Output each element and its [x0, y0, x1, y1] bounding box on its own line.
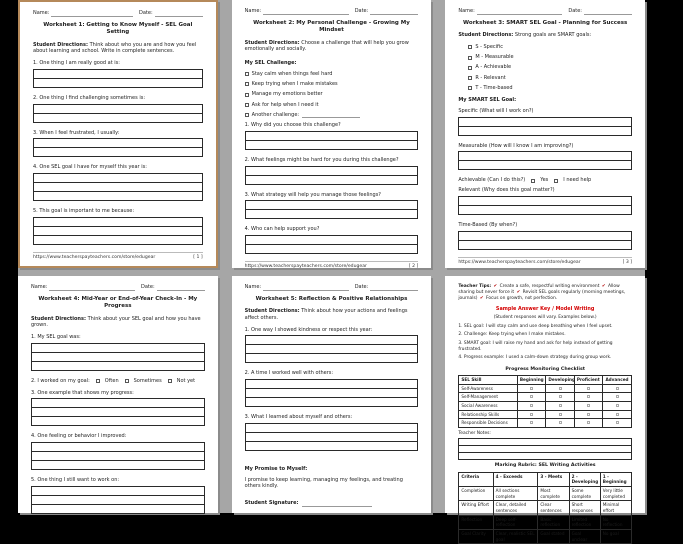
- answer-box[interactable]: [31, 486, 205, 514]
- name-date-row: [245, 8, 419, 15]
- answer-box[interactable]: [33, 138, 203, 157]
- field-label: Relevant (Why does this goal matter?): [458, 187, 555, 194]
- checkbox-icon[interactable]: [468, 86, 472, 90]
- smart-goal-heading: My SMART SEL Goal:: [458, 97, 517, 104]
- checkbox-icon[interactable]: [245, 82, 249, 86]
- rubric-cell: Minimal effort: [600, 501, 631, 515]
- question-3: [33, 130, 203, 158]
- checkbox-icon[interactable]: [559, 421, 562, 424]
- student-directions: [458, 32, 632, 39]
- question-4: [245, 226, 419, 254]
- checkbox-icon[interactable]: [468, 76, 472, 80]
- skill-label: Social Awareness: [459, 402, 518, 411]
- page-title: Worksheet 5: Reflection & Positive Relationships: [255, 295, 408, 302]
- question-label: 3. One example that shows my progress:: [31, 389, 134, 396]
- skill-label: Self-Awareness: [459, 384, 518, 393]
- rubric-cell: Completion: [459, 486, 493, 500]
- field-label: Time-Based (By when?): [458, 221, 518, 228]
- question-4: [33, 164, 203, 201]
- signature-line[interactable]: [302, 501, 372, 507]
- checklist-header: Proficient: [574, 376, 603, 385]
- challenge-option-label: Stay calm when things feel hard: [251, 70, 333, 77]
- tip-text: Allow sharing but never force it: [458, 284, 620, 296]
- example-answer: 2. Challenge: Keep trying when I make mistakes.: [458, 332, 566, 338]
- field-achievable: [458, 177, 632, 184]
- directions-label: Student Directions:: [244, 308, 300, 315]
- checkbox-icon[interactable]: [616, 404, 619, 407]
- challenge-heading: My SEL Challenge:: [244, 60, 297, 67]
- answer-box[interactable]: [31, 343, 205, 371]
- example-answer: 4. Progress example: I used a calm-down strategy during group work.: [458, 355, 612, 361]
- teacher-tips-label: Teacher Tips:: [458, 284, 492, 289]
- challenge-option-label: Ask for help when I need it: [251, 101, 319, 108]
- checkbox-icon[interactable]: [559, 395, 562, 398]
- rubric-header: 1 - Beginning: [600, 472, 631, 486]
- check-icon: ✔: [479, 296, 484, 302]
- challenge-option[interactable]: [245, 102, 419, 109]
- worksheet-4-page: [18, 276, 218, 513]
- skill-label: Relationship Skills: [459, 410, 518, 419]
- date-line[interactable]: [157, 285, 205, 291]
- challenge-option[interactable]: [245, 81, 419, 88]
- skill-label: Self-Management: [459, 393, 518, 402]
- answer-box[interactable]: [245, 200, 419, 219]
- question-label: 5. One thing I still want to work on:: [31, 477, 120, 484]
- name-label: Name:: [244, 8, 262, 14]
- rubric-cell: Some complete: [569, 486, 600, 500]
- write-in-line[interactable]: [302, 113, 360, 118]
- date-line[interactable]: [584, 9, 632, 15]
- date-line[interactable]: [370, 9, 418, 15]
- rubric-row: [459, 515, 632, 529]
- teacher-notes-box[interactable]: [458, 438, 632, 460]
- checkbox-icon[interactable]: [468, 45, 472, 49]
- directions-text: Choose a challenge that will help you grow emotionally and socially.: [244, 39, 409, 53]
- question-label: 4. Who can help support you?: [244, 226, 320, 233]
- page-title: Worksheet 4: Mid-Year or End-of-Year Check-In - My Progress: [38, 295, 198, 310]
- rubric-row: [459, 529, 632, 543]
- checkbox-icon[interactable]: [245, 113, 249, 117]
- name-label: Name:: [33, 10, 50, 16]
- tip-text: Create a safe, respectful writing environment: [499, 284, 600, 289]
- directions-text: Think about how your actions and feelings affect others.: [244, 308, 408, 321]
- name-line[interactable]: [263, 9, 349, 15]
- answer-box[interactable]: [458, 117, 632, 136]
- field-measurable: [458, 143, 632, 171]
- footer-url: https://www.teacherspayteachers.com/store/edugear: [458, 259, 581, 265]
- checklist-header: Beginning: [517, 376, 546, 385]
- smart-item[interactable]: [468, 64, 632, 71]
- page-title: Worksheet 3: SMART SEL Goal - Planning for Success: [463, 19, 628, 26]
- checklist-row: [459, 410, 632, 419]
- question-1: [31, 334, 205, 371]
- smart-item-label: A - Achievable: [475, 64, 512, 71]
- challenge-option[interactable]: [245, 91, 419, 98]
- rubric-row: [459, 486, 632, 500]
- question-label: 3. When I feel frustrated, I usually:: [33, 129, 120, 136]
- page-footer: [245, 261, 419, 270]
- date-line[interactable]: [370, 285, 418, 291]
- challenge-option[interactable]: [245, 71, 419, 78]
- rubric-cell: Clear, detailed sentences: [493, 501, 538, 515]
- option-label: Sometimes: [133, 377, 162, 384]
- question-4: [31, 433, 205, 470]
- rubric-cell: Clear sentences: [538, 501, 569, 515]
- option-label: Often: [104, 377, 119, 384]
- date-label: Date:: [568, 8, 582, 14]
- page-footer: [33, 252, 203, 261]
- name-line[interactable]: [263, 285, 349, 291]
- smart-item-label: T - Time-based: [475, 84, 513, 91]
- directions-label: Student Directions:: [31, 315, 86, 322]
- smart-item-label: R - Relevant: [475, 74, 506, 81]
- name-date-row: [458, 8, 632, 15]
- question-label: 2. What feelings might be hard for you during this challenge?: [244, 156, 399, 163]
- checkbox-icon[interactable]: [587, 404, 590, 407]
- checkbox-icon[interactable]: [468, 66, 472, 70]
- signature-label: Student Signature:: [244, 500, 299, 507]
- rubric-cell: No goal: [600, 529, 631, 543]
- question-3: [245, 192, 419, 220]
- worksheet-2-page: [232, 0, 432, 268]
- rubric-header: 3 - Meets: [538, 472, 569, 486]
- page-title: Worksheet 1: Getting to Know Myself - SEL Goal Setting: [43, 21, 193, 36]
- rubric-header: 4 - Exceeds: [493, 472, 538, 486]
- rubric-cell: No reflection: [600, 515, 631, 529]
- question-label: 3. What strategy will help you manage those feelings?: [244, 191, 381, 198]
- name-label: Name:: [458, 8, 475, 14]
- student-directions: [245, 40, 419, 54]
- checkbox-icon[interactable]: [616, 413, 619, 416]
- checkbox-icon[interactable]: [531, 179, 535, 183]
- marking-rubric-table: [458, 472, 632, 544]
- name-label: Name:: [244, 284, 262, 290]
- checklist-header: Advanced: [603, 376, 632, 385]
- challenge-option-other[interactable]: [245, 112, 419, 119]
- date-label: Date:: [354, 284, 369, 290]
- answer-box[interactable]: [245, 131, 419, 150]
- page-number: [ 3 ]: [622, 259, 632, 265]
- answer-box[interactable]: [33, 173, 203, 201]
- field-label: Measurable (How will I know I am improving?): [458, 142, 574, 149]
- question-2: [33, 95, 203, 123]
- answer-box[interactable]: [458, 151, 632, 170]
- checkbox-icon[interactable]: [530, 395, 533, 398]
- rubric-cell: All sections complete: [493, 486, 538, 500]
- answer-box[interactable]: [458, 196, 632, 215]
- question-label: 2. A time I worked well with others:: [244, 370, 334, 377]
- checkbox-icon[interactable]: [554, 179, 558, 183]
- question-1: [33, 60, 203, 88]
- worksheet-1-page: [18, 0, 218, 268]
- checklist-header-row: [459, 376, 632, 385]
- question-label: 1. One thing I am really good at is:: [33, 60, 120, 67]
- answer-box[interactable]: [245, 166, 419, 185]
- checkbox-icon[interactable]: [245, 72, 249, 76]
- rubric-cell: Short responses: [569, 501, 600, 515]
- answer-key-note: (Student responses will vary. Examples below.): [493, 315, 597, 321]
- rubric-cell: Deep self-reflection: [493, 515, 538, 529]
- smart-item[interactable]: [468, 75, 632, 82]
- checkbox-icon[interactable]: [245, 93, 249, 97]
- question-label: 4. One feeling or behavior I improved:: [31, 433, 127, 440]
- promise-heading: My Promise to Myself:: [244, 465, 308, 472]
- footer-url: https://www.teacherspayteachers.com/store/edugear: [33, 254, 156, 260]
- option-label: Not yet: [176, 377, 196, 384]
- answer-box[interactable]: [31, 398, 205, 426]
- question-label: 2. One thing I find challenging sometimes is:: [33, 94, 146, 101]
- field-relevant: [458, 187, 632, 215]
- checkbox-icon[interactable]: [168, 379, 172, 383]
- rubric-cell: Goal stated: [538, 529, 569, 543]
- smart-item-label: M - Measurable: [475, 54, 514, 61]
- question-label: 3. What I learned about myself and others:: [244, 414, 353, 421]
- name-label: Name:: [31, 284, 48, 290]
- name-date-row: [245, 284, 419, 291]
- checkbox-icon[interactable]: [559, 404, 562, 407]
- checkbox-icon[interactable]: [616, 421, 619, 424]
- checkbox-icon[interactable]: [587, 413, 590, 416]
- student-directions: [33, 42, 203, 56]
- date-line[interactable]: [155, 11, 203, 17]
- date-label: Date:: [141, 284, 155, 290]
- checkbox-icon[interactable]: [587, 387, 590, 390]
- answer-box[interactable]: [33, 217, 203, 245]
- signature-row: [245, 500, 419, 507]
- checklist-row: [459, 393, 632, 402]
- answer-box[interactable]: [245, 235, 419, 254]
- question-label: 1. Why did you choose this challenge?: [244, 122, 341, 129]
- tip-text: Revisit SEL goals regularly (morning meetings, journals): [458, 290, 626, 302]
- answer-key-title: Sample Answer Key / Model Writing: [495, 306, 595, 313]
- rubric-cell: Most complete: [538, 486, 569, 500]
- name-date-row: [33, 10, 203, 17]
- directions-label: Student Directions:: [244, 39, 300, 46]
- question-2: [31, 378, 205, 385]
- rubric-title: Marking Rubric: SEL Writing Activities: [494, 463, 596, 469]
- challenge-option-label: Another challenge:: [251, 111, 300, 118]
- rubric-cell: Reflection: [459, 515, 493, 529]
- student-directions: [245, 308, 419, 322]
- field-label: Achievable (Can I do this?): [458, 177, 526, 184]
- smart-item[interactable]: [468, 85, 632, 92]
- checkbox-icon[interactable]: [587, 421, 590, 424]
- rubric-cell: Very little completed: [600, 486, 631, 500]
- answer-box[interactable]: [245, 335, 419, 363]
- question-label: 1. One way I showed kindness or respect this year:: [244, 326, 373, 333]
- question-2: [245, 157, 419, 185]
- field-label: Specific (What will I work on?): [458, 107, 534, 114]
- name-line[interactable]: [49, 285, 135, 291]
- teacher-tips-page: [445, 276, 645, 542]
- student-directions: [31, 316, 205, 330]
- directions-text: Think about who you are and how you feel about learning and school. Write in complete sentences.: [33, 41, 197, 55]
- answer-box[interactable]: [458, 231, 632, 250]
- worksheet-5-page: [232, 276, 432, 513]
- checkbox-icon[interactable]: [125, 379, 129, 383]
- check-icon: ✔: [493, 284, 498, 289]
- rubric-header-row: [459, 472, 632, 486]
- progress-checklist-table: [458, 375, 632, 428]
- smart-item[interactable]: [468, 44, 632, 51]
- rubric-cell: Goal Clarity: [459, 529, 493, 543]
- name-line[interactable]: [51, 11, 133, 17]
- rubric-cell: Goal unclear: [569, 529, 600, 543]
- page-number: [ 2 ]: [408, 264, 419, 270]
- rubric-row: [459, 501, 632, 515]
- challenge-option-label: Manage my emotions better: [251, 91, 323, 98]
- question-label: 2. I worked on my goal:: [31, 377, 90, 384]
- worksheet-3-page: [445, 0, 645, 268]
- directions-label: Student Directions:: [458, 32, 514, 39]
- question-1: [245, 327, 419, 364]
- field-specific: [458, 108, 632, 136]
- teacher-notes-label: Teacher Notes:: [458, 431, 491, 437]
- answer-box[interactable]: [245, 379, 419, 407]
- question-3: [245, 414, 419, 451]
- answer-box[interactable]: [245, 423, 419, 451]
- question-5: [31, 477, 205, 514]
- checkbox-icon[interactable]: [245, 103, 249, 107]
- checklist-header: SEL Skill: [459, 376, 518, 385]
- worksheet-preview-grid: [18, 0, 645, 542]
- checkbox-icon[interactable]: [530, 421, 533, 424]
- check-icon: ✔: [516, 290, 521, 296]
- smart-item[interactable]: [468, 54, 632, 61]
- directions-text: Think about your SEL goal and how you have grown.: [31, 315, 201, 329]
- checkbox-icon[interactable]: [530, 387, 533, 390]
- page-title: Worksheet 2: My Personal Challenge - Growing My Mindset: [253, 19, 410, 34]
- check-icon: ✔: [601, 284, 606, 289]
- date-label: Date:: [139, 10, 153, 16]
- tip-text: Focus on growth, not perfection.: [485, 296, 558, 302]
- checkbox-icon[interactable]: [468, 56, 472, 60]
- checkbox-icon[interactable]: [559, 387, 562, 390]
- checkbox-icon[interactable]: [530, 404, 533, 407]
- checklist-row: [459, 419, 632, 428]
- checkbox-icon[interactable]: [559, 413, 562, 416]
- question-3: [31, 390, 205, 427]
- teacher-tips: [458, 284, 632, 302]
- example-answer: 1. SEL goal: I will stay calm and use deep breathing when I feel upset.: [458, 324, 613, 330]
- smart-item-label: S - Specific: [475, 43, 503, 50]
- directions-text: Strong goals are SMART goals:: [514, 32, 592, 39]
- rubric-cell: Writing Effort: [459, 501, 493, 515]
- checklist-header: Developing: [546, 376, 575, 385]
- promise-text: I promise to keep learning, managing my feelings, and treating others kindly.: [244, 476, 403, 490]
- question-5: [33, 208, 203, 245]
- directions-label: Student Directions:: [33, 41, 88, 48]
- achievable-option-label: I need help: [563, 177, 592, 184]
- checkbox-icon[interactable]: [530, 413, 533, 416]
- checklist-row: [459, 384, 632, 393]
- example-answer: 3. SMART goal: I will raise my hand and ask for help instead of getting frustrated.: [458, 340, 613, 352]
- checkbox-icon[interactable]: [616, 387, 619, 390]
- checkbox-icon[interactable]: [616, 395, 619, 398]
- rubric-header: 2 - Developing: [569, 472, 600, 486]
- checkbox-icon[interactable]: [587, 395, 590, 398]
- date-label: Date:: [354, 8, 369, 14]
- rubric-cell: Basic reflection: [538, 515, 569, 529]
- page-number: [ 1 ]: [193, 254, 203, 260]
- name-line[interactable]: [477, 9, 563, 15]
- question-2: [245, 370, 419, 407]
- question-label: 1. My SEL goal was:: [31, 334, 81, 341]
- answer-box[interactable]: [33, 69, 203, 88]
- question-label: 5. This goal is important to me because:: [33, 208, 135, 215]
- checkbox-icon[interactable]: [96, 379, 100, 383]
- field-timebased: [458, 222, 632, 250]
- answer-box[interactable]: [33, 104, 203, 123]
- question-label: 4. One SEL goal I have for myself this year is:: [33, 164, 147, 171]
- answer-box[interactable]: [31, 442, 205, 470]
- achievable-option-label: Yes: [540, 177, 549, 184]
- checklist-row: [459, 402, 632, 411]
- rubric-header: Criteria: [459, 472, 493, 486]
- footer-url: https://www.teacherspayteachers.com/store/edugear: [244, 264, 367, 270]
- page-footer: [458, 257, 632, 266]
- name-date-row: [31, 284, 205, 291]
- challenge-option-label: Keep trying when I make mistakes: [251, 81, 338, 88]
- checklist-title: Progress Monitoring Checklist: [505, 366, 585, 372]
- rubric-cell: Limited reflection: [569, 515, 600, 529]
- rubric-cell: Clear, realistic SEL goal: [493, 529, 538, 543]
- question-1: [245, 122, 419, 150]
- skill-label: Responsible Decisions: [459, 419, 518, 428]
